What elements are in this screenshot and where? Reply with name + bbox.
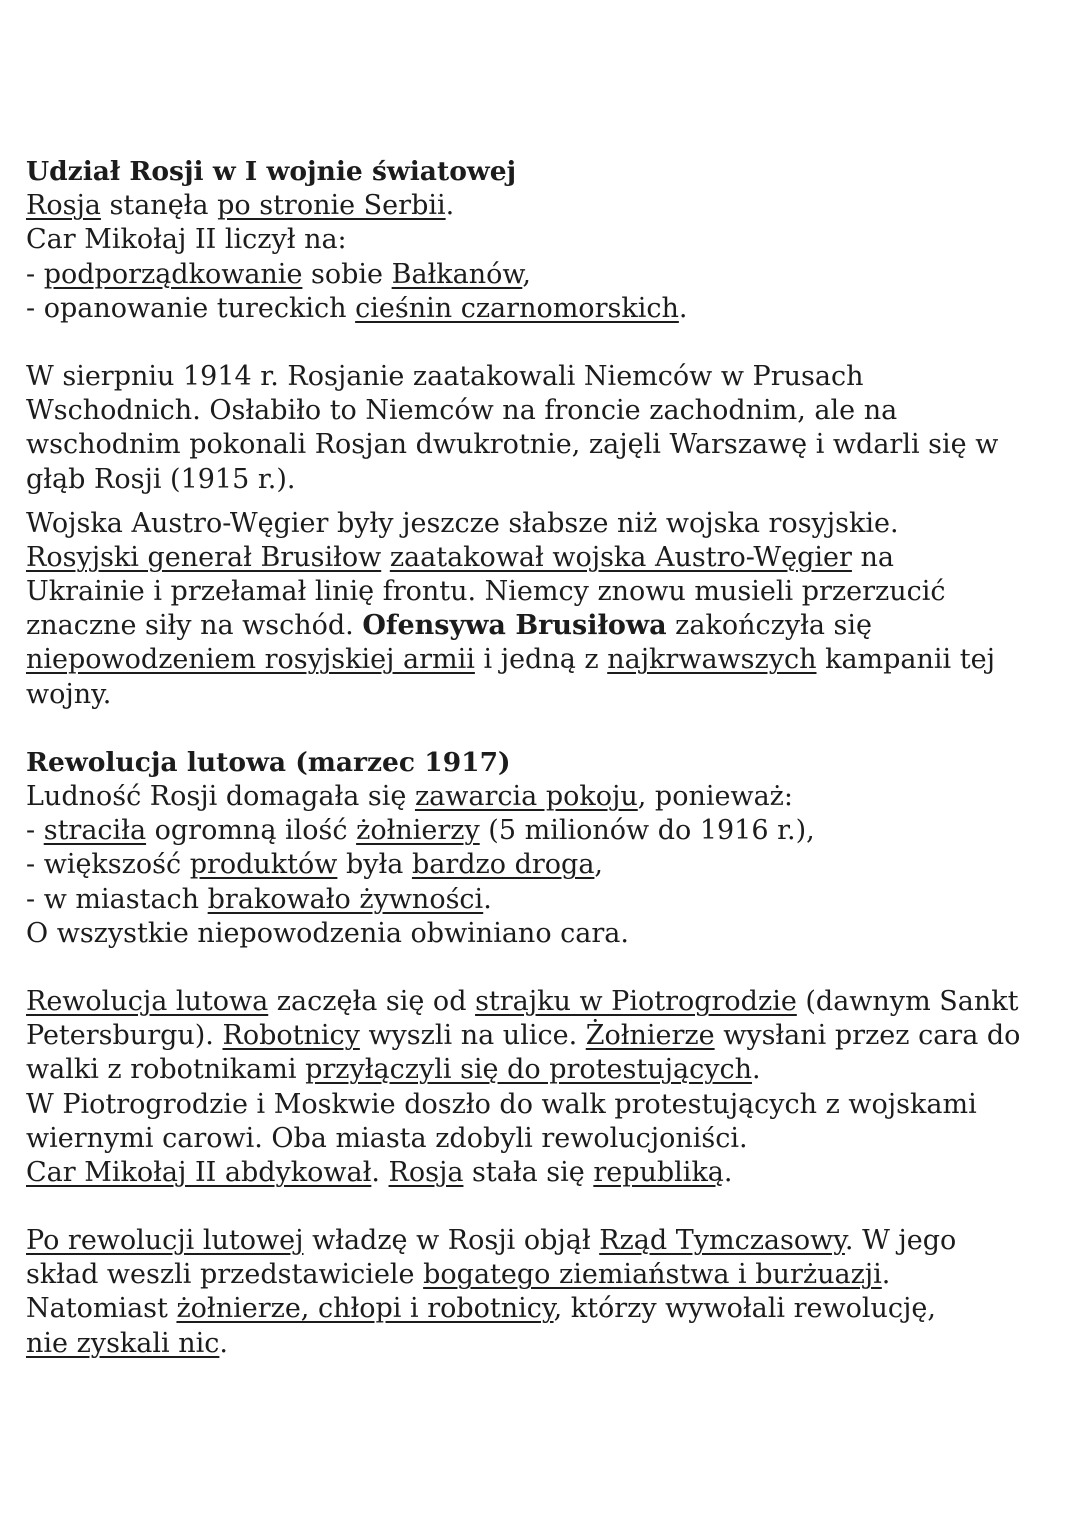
list-item — [26, 292, 1056, 326]
text-span: . — [723, 1156, 733, 1188]
underlined-term: bogatego ziemiaństwa i burżuazji — [423, 1259, 882, 1291]
text-span: Natomiast — [26, 1293, 177, 1325]
text-span: . — [371, 1156, 389, 1188]
text-line — [26, 1292, 1056, 1326]
underlined-term: podporządkowanie — [43, 258, 303, 290]
text-line: Ukrainie i przełamał linię frontu. Niemcy znowu musieli przerzucić — [26, 576, 946, 608]
list-item — [26, 883, 1056, 917]
text-span: . — [751, 1054, 761, 1086]
text-line — [26, 780, 1056, 814]
underlined-term: Bałkanów — [391, 258, 523, 290]
text-line — [26, 609, 1056, 643]
text-line — [26, 1258, 1056, 1292]
text-span: władzę w Rosji objął — [303, 1225, 600, 1257]
underlined-term: brakowało żywności — [207, 883, 484, 915]
underlined-term: strajku w Piotrogrodzie — [475, 985, 797, 1017]
text-span: stanęła — [100, 190, 218, 222]
text-span: zaczęła się od — [268, 985, 476, 1017]
text-span: (dawnym Sankt — [796, 985, 1019, 1017]
text-span: Ludność Rosji domagała się — [26, 781, 415, 812]
text-span: Petersburgu). — [26, 1020, 223, 1052]
text-span: , ponieważ: — [637, 781, 793, 812]
underlined-term: zawarcia pokoju — [414, 781, 638, 812]
text-line — [26, 189, 1056, 223]
text-span: , — [594, 849, 604, 881]
underlined-term: cieśnin czarnomorskich — [355, 292, 679, 324]
text-span: była — [337, 849, 412, 881]
underlined-term: najkrwawszych — [607, 644, 817, 676]
underlined-term: przyłączyli się do protestujących — [305, 1054, 752, 1086]
text-span: . — [881, 1259, 891, 1291]
text-line: W Piotrogrodzie i Moskwie doszło do walk protestujących z wojskami — [26, 1088, 977, 1120]
text-span: (5 milionów do 1916 r.), — [479, 815, 815, 847]
text-span: ogromną ilość — [146, 815, 357, 847]
text-span: sobie — [302, 258, 392, 290]
underlined-term: bardzo droga — [411, 849, 595, 881]
text-line: O wszystkie niepowodzenia obwiniano cara. — [26, 917, 629, 949]
text-span: . — [678, 292, 688, 324]
underlined-term: zaatakował wojska Austro-Węgier — [389, 541, 852, 573]
text-span: - w miastach — [26, 883, 208, 915]
underlined-term: żołnierze, chłopi i robotnicy — [176, 1293, 554, 1325]
section-title: Udział Rosji w I wojnie światowej — [26, 156, 517, 187]
text-span: i jedną z — [474, 644, 608, 676]
underlined-term: produktów — [189, 849, 338, 881]
text-span: stała się — [463, 1156, 594, 1188]
text-span: skład weszli przedstawiciele — [26, 1259, 424, 1291]
text-line — [26, 1019, 1056, 1053]
document-page — [26, 155, 1056, 1361]
text-line: Car Mikołaj II liczył na: — [26, 224, 347, 256]
text-span: wyszli na ulice. — [359, 1020, 586, 1052]
text-line — [26, 1224, 1056, 1258]
text-span: , którzy wywołali rewolucję, — [553, 1293, 936, 1325]
underlined-term: Żołnierze — [585, 1020, 715, 1052]
text-span: wysłani przez cara do — [714, 1020, 1021, 1052]
underlined-term: Rosyjski generał Brusiłow — [26, 541, 382, 573]
text-span: , — [522, 258, 531, 290]
list-item — [26, 258, 1056, 292]
text-span: - większość — [26, 849, 190, 881]
text-span — [381, 542, 390, 573]
underlined-term: republiką — [593, 1156, 724, 1188]
text-span: . — [219, 1327, 228, 1359]
underlined-term: niepowodzeniem rosyjskiej armii — [26, 644, 475, 676]
underlined-term: Rewolucja lutowa — [26, 985, 269, 1017]
section-title: Rewolucja lutowa (marzec 1917) — [26, 746, 511, 778]
text-span: . — [445, 190, 455, 222]
text-line: głąb Rosji (1915 r.). — [26, 463, 296, 495]
text-line — [26, 643, 1056, 677]
text-span: kampanii tej — [816, 644, 995, 676]
text-line — [26, 541, 1056, 575]
text-line: wiernymi carowi. Oba miasta zdobyli rewolucjoniści. — [26, 1122, 748, 1154]
text-span: zakończyła się — [666, 610, 873, 642]
text-line: Wschodnich. Osłabiło to Niemców na froncie zachodnim, ale na — [26, 395, 898, 427]
text-line — [26, 985, 1056, 1019]
underlined-term: Car Mikołaj II abdykował — [26, 1156, 372, 1188]
text-span: na — [851, 541, 894, 573]
list-item — [26, 814, 1056, 848]
text-line: W sierpniu 1914 r. Rosjanie zaatakowali Niemców w Prusach — [26, 360, 864, 392]
text-span: . W jego — [844, 1225, 957, 1257]
underlined-term: straciła — [43, 815, 147, 847]
underlined-term: Po rewolucji lutowej — [26, 1225, 304, 1257]
text-span: znaczne siły na wschód. — [26, 610, 363, 642]
text-line — [26, 1156, 1056, 1190]
text-span: - — [26, 815, 44, 847]
text-line — [26, 1053, 1056, 1087]
list-item — [26, 848, 1056, 882]
bold-term: Ofensywa Brusiłowa — [362, 610, 667, 642]
underlined-term: nie zyskali nic — [26, 1327, 220, 1359]
underlined-term: Rosja — [388, 1156, 464, 1188]
text-line: Wojska Austro-Węgier były jeszcze słabsze niż wojska rosyjskie. — [26, 507, 899, 539]
text-span: walki z robotnikami — [26, 1054, 306, 1086]
underlined-term: po stronie Serbii — [217, 190, 446, 222]
text-span: . — [483, 883, 492, 915]
text-span: - — [26, 258, 44, 290]
underlined-term: Rząd Tymczasowy — [599, 1225, 845, 1257]
underlined-term: żołnierzy — [356, 815, 480, 847]
text-span: - opanowanie tureckich — [26, 292, 356, 324]
underlined-term: Robotnicy — [222, 1020, 360, 1052]
text-line: wschodnim pokonali Rosjan dwukrotnie, zajęli Warszawę i wdarli się w — [26, 429, 999, 461]
text-line — [26, 1327, 1056, 1361]
text-line: wojny. — [26, 678, 112, 710]
underlined-term: Rosja — [26, 190, 101, 222]
